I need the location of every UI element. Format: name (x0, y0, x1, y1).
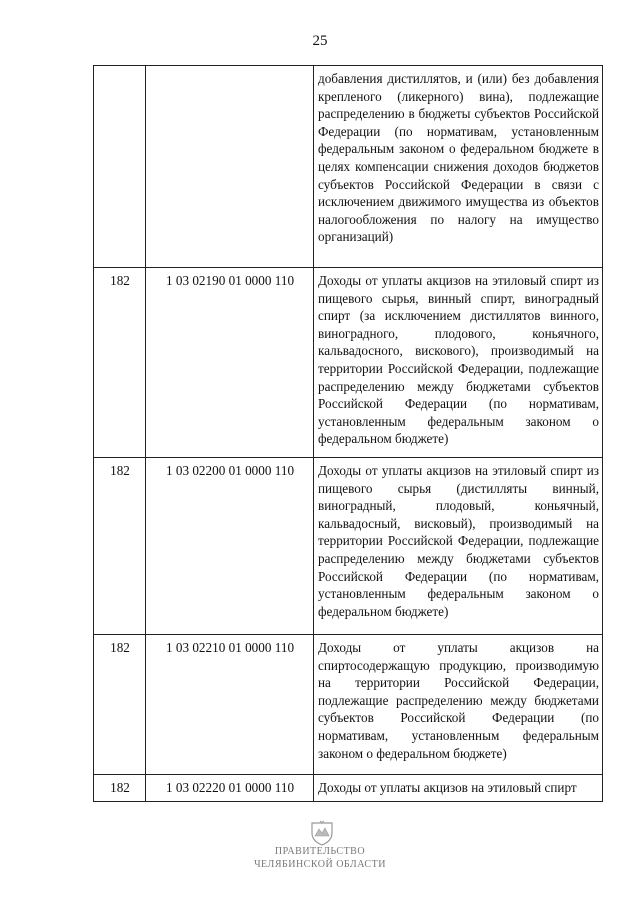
description-cell: Доходы от уплаты акцизов на спиртосодержащую продукцию, производимую на территории Российской Федерации, подлежащие распределению между бюджетами субъектов Российской Федерации (по нормативам, установленным федеральным законом о федеральном бюджете) (314, 635, 603, 775)
admin-code-cell: 182 (94, 635, 146, 775)
description-cell: Доходы от уплаты акцизов на этиловый спирт из пищевого сырья (дистилляты винный, виноградный, плодовый, коньячный, кальвадосный, висковый), производимый на территории Российской Федерации, подлежащие распределению между бюджетами субъектов Российской Федерации (по нормативам, установленным федеральным законом о федеральном бюджете) (314, 458, 603, 635)
page-number: 25 (312, 33, 328, 49)
admin-code-cell (94, 66, 146, 268)
description-cell: Доходы от уплаты акцизов на этиловый спирт из пищевого сырья, винный спирт, виноградный спирт (за исключением дистиллятов винного, виноградного, плодового, коньячного, кальвадосного, вискового), производимый на территории Российской Федерации, подлежащие распределению между бюджетами субъектов Российской Федерации (по нормативам, установленным федеральным законом о федеральном бюджете) (314, 268, 603, 458)
admin-code-cell: 182 (94, 268, 146, 458)
table-row (94, 66, 603, 268)
revenue-table (93, 65, 603, 802)
table-row (94, 775, 603, 802)
table-row (94, 635, 603, 775)
description-cell: добавления дистиллятов, и (или) без добавления крепленого (ликерного) вина), подлежащие распределению в бюджеты субъектов Российской Федерации (по нормативам, установленным федеральным законом о федеральном бюджете в целях компенсации снижения доходов бюджетов субъектов Российской Федерации в связи с исключением движимого имущества из объектов налогообложения по налогу на имущество организаций) (314, 66, 603, 268)
description-cell: Доходы от уплаты акцизов на этиловый спирт (314, 775, 603, 802)
budget-code-cell (146, 66, 314, 268)
table-row (94, 458, 603, 635)
regional-emblem-icon (310, 820, 334, 846)
admin-code-cell: 182 (94, 775, 146, 802)
budget-code-cell: 1 03 02220 01 0000 110 (146, 775, 314, 802)
footer-region-label: ЧЕЛЯБИНСКОЙ ОБЛАСТИ (254, 859, 386, 870)
admin-code-cell: 182 (94, 458, 146, 635)
table-row (94, 268, 603, 458)
footer-government-label: ПРАВИТЕЛЬСТВО (274, 846, 366, 857)
budget-code-cell: 1 03 02200 01 0000 110 (146, 458, 314, 635)
budget-code-cell: 1 03 02210 01 0000 110 (146, 635, 314, 775)
budget-code-cell: 1 03 02190 01 0000 110 (146, 268, 314, 458)
